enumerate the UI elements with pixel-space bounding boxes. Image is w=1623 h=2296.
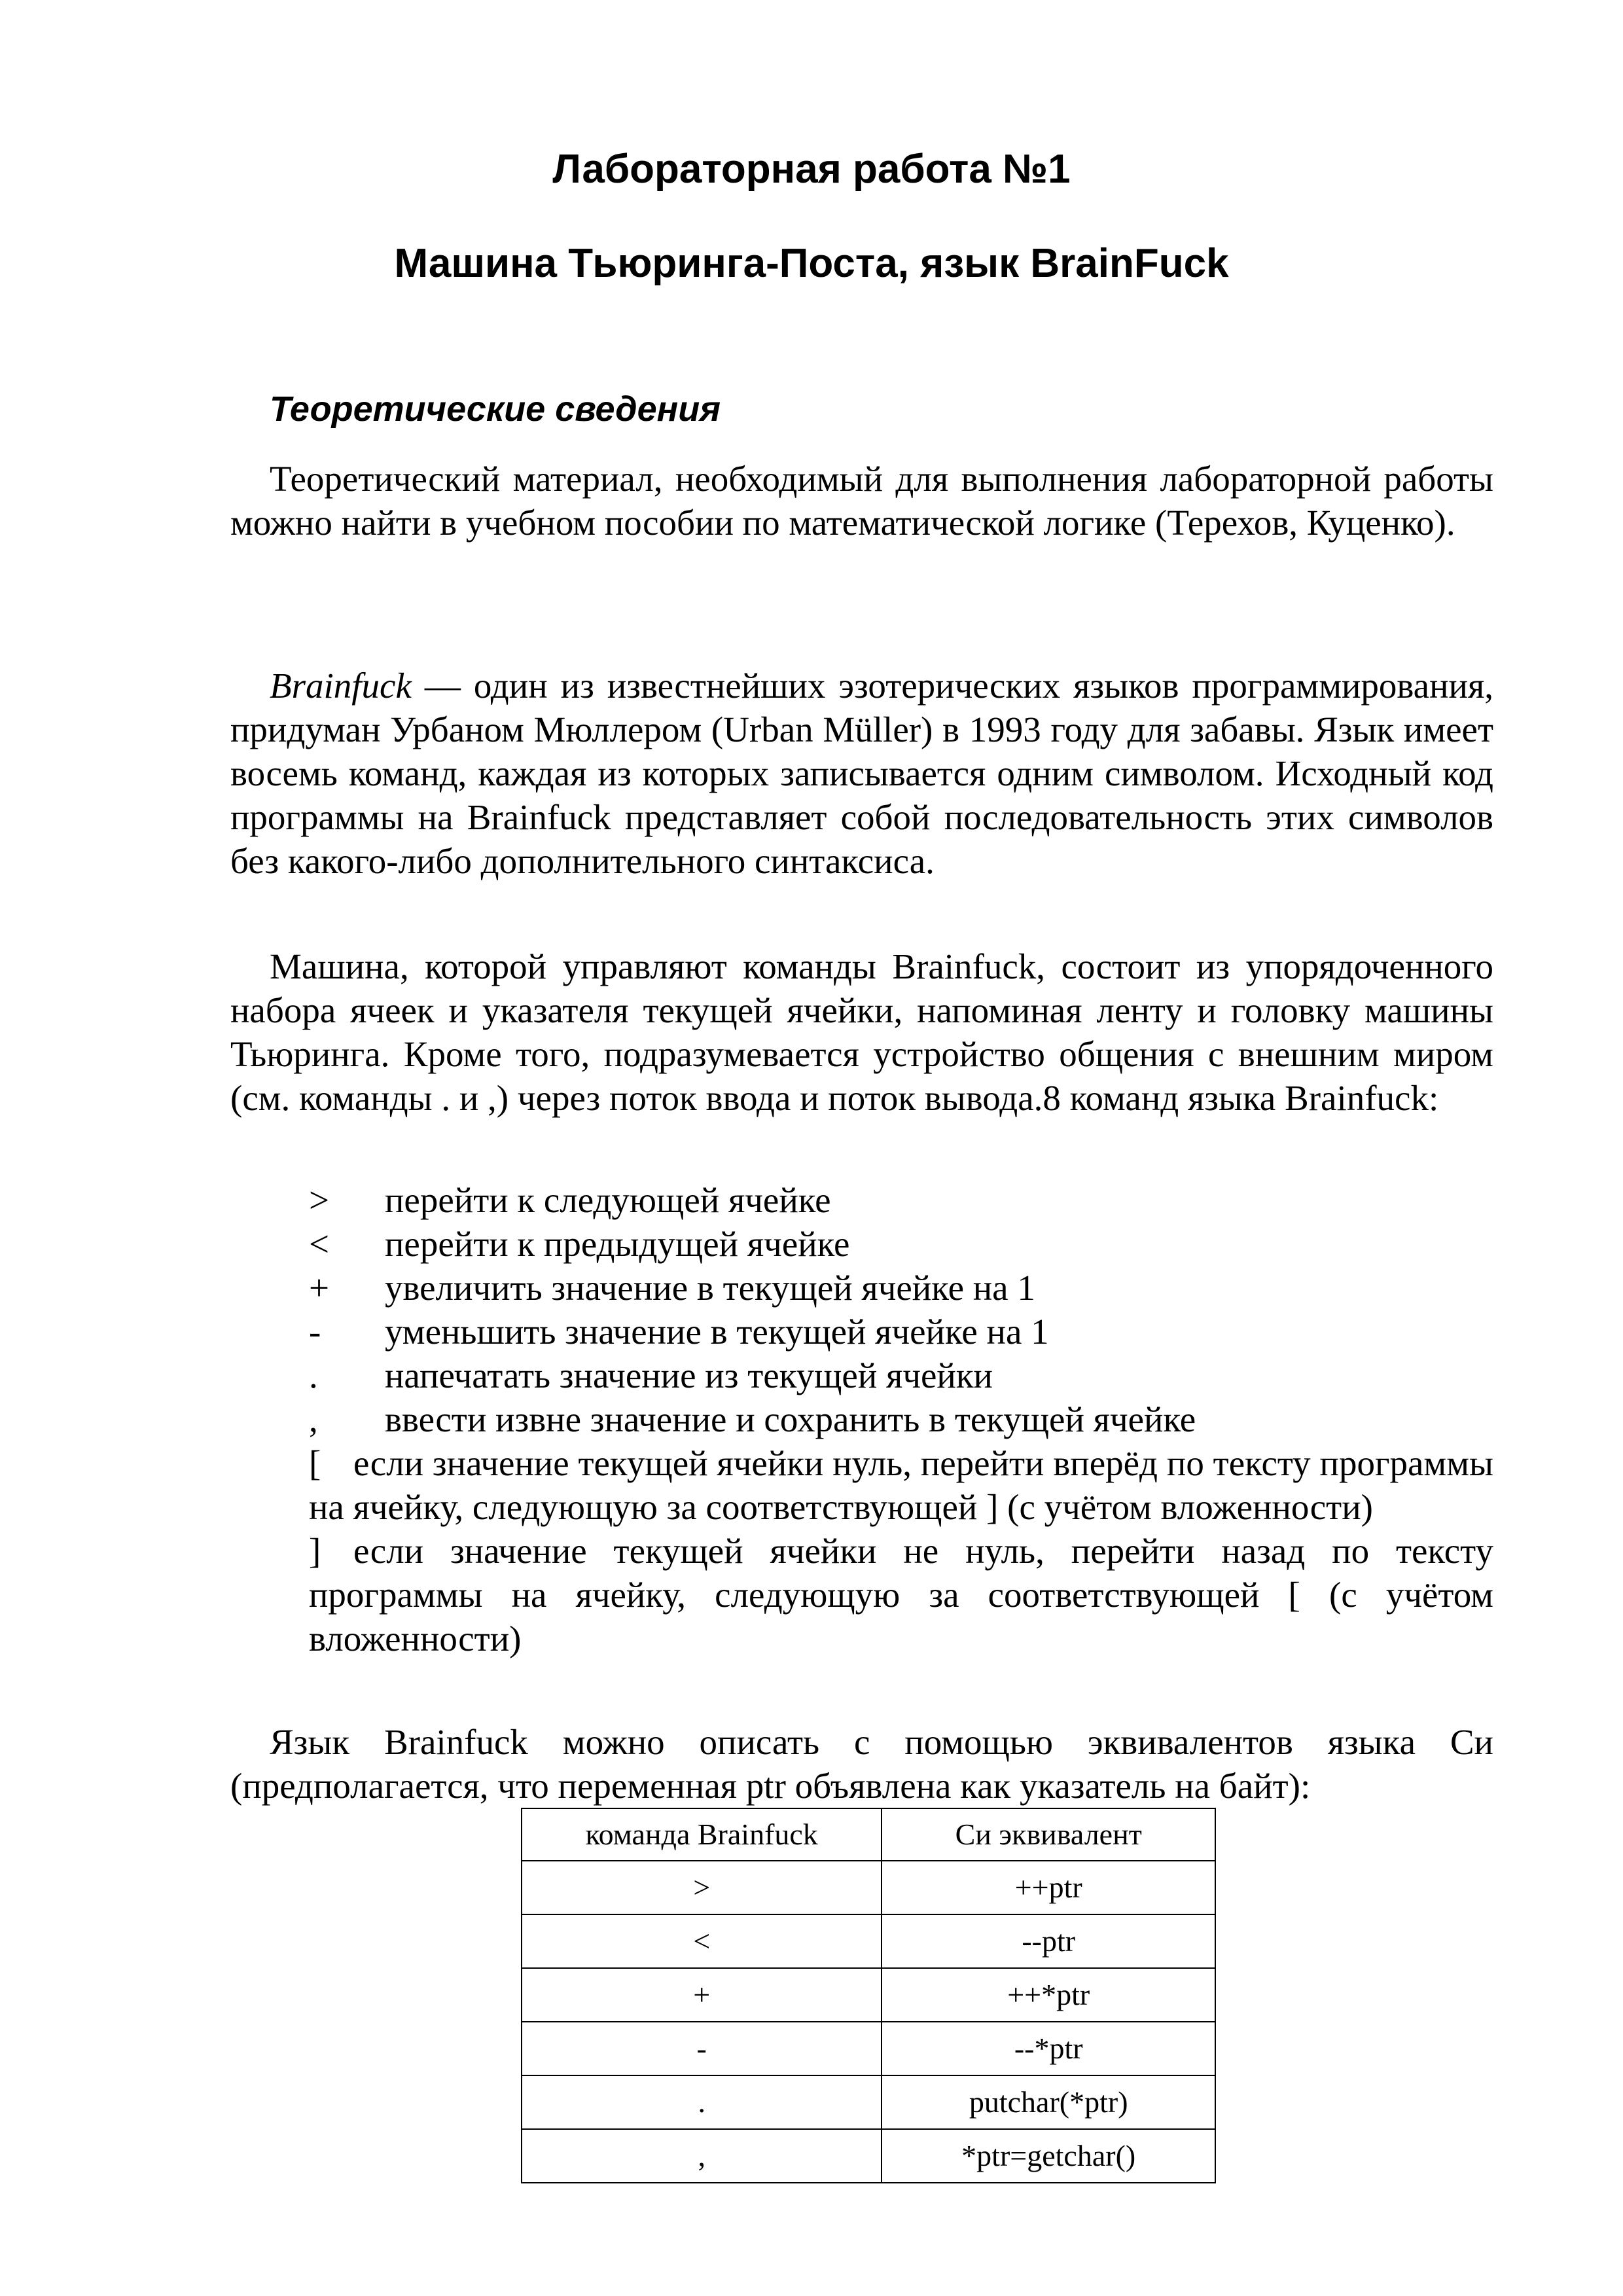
command-item — [309, 1266, 1493, 1310]
section-heading: Теоретические сведения — [270, 389, 721, 429]
table-row — [522, 1968, 1215, 2022]
paragraph-c-equivalents: Язык Brainfuck можно описать с помощью эквивалентов языка Си (предполагается, что переменная ptr объявлена как указатель на байт): — [230, 1722, 1493, 1806]
command-description: если значение текущей ячейки не нуль, перейти назад по тексту программы на ячейку, следующую за соответствующей [ (с учётом вложенности) — [309, 1531, 1493, 1659]
page-title: Лабораторная работа №1 — [552, 147, 1071, 192]
command-description: перейти к следующей ячейке — [385, 1180, 831, 1220]
command-symbol: > — [309, 1180, 330, 1220]
paragraph-machine: Машина, которой управляют команды Brainfuck, состоит из упорядоченного набора ячеек и указателя текущей ячейки, напоминая ленту и головку машины Тьюринга. Кроме того, подразумевается устройство общения с внешним миром (см. команды . и ,) через поток ввода и поток вывода.8 команд языка Brainfuck: — [230, 946, 1493, 1118]
command-description: уменьшить значение в текущей ячейке на 1 — [385, 1312, 1049, 1352]
table-cell: - — [522, 2022, 882, 2075]
table-cell: putchar(*ptr) — [882, 2075, 1215, 2129]
command-symbol: [ — [309, 1443, 321, 1483]
command-symbol: + — [309, 1268, 330, 1308]
paragraph-brainfuck — [230, 664, 1493, 883]
command-item — [309, 1354, 1493, 1397]
table-cell: , — [522, 2129, 882, 2183]
table-header-cell: команда Brainfuck — [522, 1808, 882, 1861]
table-cell: *ptr=getchar() — [882, 2129, 1215, 2183]
command-symbol: < — [309, 1224, 330, 1264]
command-symbol: , — [309, 1399, 318, 1439]
table-cell: ++*ptr — [882, 1968, 1215, 2022]
command-item — [309, 1441, 1493, 1529]
command-item — [309, 1310, 1493, 1354]
page-subtitle: Машина Тьюринга-Поста, язык BrainFuck — [394, 241, 1229, 286]
table-row — [522, 2129, 1215, 2183]
command-description: напечатать значение из текущей ячейки — [385, 1355, 993, 1395]
table-header-row — [522, 1808, 1215, 1861]
table-cell: > — [522, 1861, 882, 1914]
table-cell: --ptr — [882, 1914, 1215, 1968]
table-row — [522, 2022, 1215, 2075]
command-item — [309, 1222, 1493, 1266]
table-row — [522, 1861, 1215, 1914]
paragraph-brainfuck-text: — один из известнейших эзотерических языков программирования, придуман Урбаном Мюллером (Urban Müller) в 1993 году для забавы. Язык имеет восемь команд, каждая из которых записывается одним символом. Исходный код программы на Brainfuck представляет собой последовательность этих символов без какого-либо дополнительного синтаксиса. — [230, 666, 1493, 881]
command-description: увеличить значение в текущей ячейке на 1 — [385, 1268, 1035, 1308]
table-cell: ++ptr — [882, 1861, 1215, 1914]
equivalents-table — [521, 1808, 1216, 2183]
command-description: ввести извне значение и сохранить в текущей ячейке — [385, 1399, 1196, 1439]
command-item — [309, 1397, 1493, 1441]
table-cell: . — [522, 2075, 882, 2129]
command-item — [309, 1529, 1493, 1660]
table-row — [522, 1914, 1215, 1968]
table-header-cell: Си эквивалент — [882, 1808, 1215, 1861]
command-item — [309, 1178, 1493, 1222]
command-list — [309, 1178, 1493, 1660]
table-cell: --*ptr — [882, 2022, 1215, 2075]
command-symbol: ] — [309, 1531, 321, 1571]
command-symbol: . — [309, 1355, 318, 1395]
command-description: перейти к предыдущей ячейке — [385, 1224, 850, 1264]
table-cell: + — [522, 1968, 882, 2022]
command-description: если значение текущей ячейки нуль, перейти вперёд по тексту программы на ячейку, следующую за соответствующей ] (с учётом вложенности) — [309, 1443, 1493, 1527]
paragraph-intro: Теоретический материал, необходимый для выполнения лабораторной работы можно найти в учебном пособии по математической логике (Терехов, Куценко). — [230, 459, 1493, 543]
table-cell: < — [522, 1914, 882, 1968]
command-symbol: - — [309, 1312, 321, 1352]
brainfuck-term: Brainfuck — [270, 666, 412, 706]
table-row — [522, 2075, 1215, 2129]
